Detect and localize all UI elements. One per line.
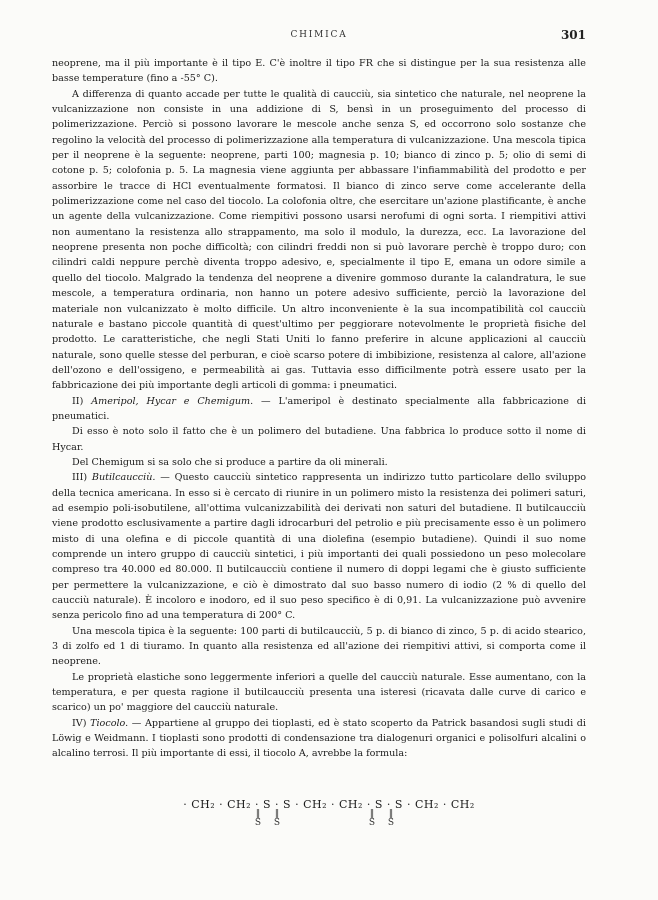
section-paragraph bbox=[52, 716, 586, 762]
double-bond-mark: ‖ bbox=[388, 809, 394, 819]
section-paragraph bbox=[52, 394, 586, 425]
page-header bbox=[52, 30, 586, 44]
paragraph: Una mescola tipica è la seguente: 100 parti di butilcaucciù, 5 p. di bianco di zinco, 5 p. di acido stearico, 3 di zolfo ed 1 di tiuramo. In quanto alla resistenza ed all'azione dei riempitivi attivi, si comporta come il neoprene. bbox=[52, 625, 586, 668]
chemical-formula bbox=[0, 798, 658, 838]
paragraph: A differenza di quanto accade per tutte le qualità di caucciù, sia sintetico che naturale, nel neoprene la vulcanizzazione non consiste in una addizione di S, bensì in un proseguimento del processo di polimerizzazione. Perciò si possono lavorare le mescole anche senza S, ed occorrono solo sostanze che regolino la velocità del processo di polimerizzazione alla temperatura di vulcanizzazione. Una mescola tipica per il neoprene è la seguente: neoprene, parti 100; magnesia p. 10; bianco di zinco p. 5; olio di semi di cotone p. 5; colofonia p. 5. La magnesia viene aggiunta per abbassare l'infiammabilità del prodotto e per assorbire le tracce di HCl eventualmente formatosi. Il bianco di zinco serve come accelerante della polimerizzazione come nel caso del tiocolo. La colofonia oltre, che esercitare un'azione plastificante, è anche un agente della vulcanizzazione. Come riempitivi possono usarsi nerofumi di ogni sorta. I riempitivi attivi non aumentano la resistenza allo strappamento, ma solo il modulo, la durezza, ecc. La lavorazione del neoprene presenta non poche difficoltà; con cilindri freddi non si può lavorare perchè è troppo duro; con cilindri caldi neppure perchè diventa troppo adesivo, e, specialmente il tipo E, emana un odore simile a quello del tiocolo. Malgrado la tendenza del neoprene a divenire gommoso durante la calandratura, le sue mescole, a temperatura ordinaria, non hanno un potere adesivo sufficiente, perciò la lavorazione del materiale non vulcanizzato è molto difficile. Un altro inconveniente è la sua incompatibilità col caucciù naturale e bastano piccole quantità di quest'ultimo per peggiorare notevolmente le proprietà fisiche del prodotto. Le caratteristiche, che negli Stati Uniti lo fanno preferire in alcune applicazioni al caucciù naturale, sono quelle stesse del perburan, e cioè scarso potere di imbibizione, resistenza al calore, all'azione dell'ozono e dell'ossigeno, e permeabilità ai gas. Tuttavia esso difficilmente potrà essere usato per la fabbricazione dei più importante degli articoli di gomma: i pneumatici. bbox=[52, 88, 586, 392]
paragraph: Le proprietà elastiche sono leggermente inferiori a quelle del caucciù naturale. Esse aumentano, con la temperatura, e per questa ragione il butilcaucciù presenta una isteresi (ricavata dalle curve di carico e scarico) un po' maggiore del caucciù naturale. bbox=[52, 671, 586, 714]
paragraph: Del Chemigum si sa solo che si produce a partire da oli minerali. bbox=[72, 456, 388, 468]
side-atom-label: S bbox=[254, 818, 262, 828]
section-text: — L'ameripol è destinato specialmente alla fabbricazione di pneumatici. bbox=[52, 395, 587, 422]
paragraph: Di esso è noto solo il fatto che è un polimero del butadiene. Una fabbrica lo produce sotto il nome di Hycar. bbox=[52, 426, 586, 453]
section-title: Tiocolo. bbox=[90, 717, 129, 729]
paragraph: neoprene, ma il più importante è il tipo E. C'è inoltre il tipo FR che si distingue per la sua resistenza alle basse temperature (fino a -55° C). bbox=[52, 58, 586, 85]
double-bond-mark: ‖ bbox=[255, 809, 261, 819]
formula-chain: · CH₂ · CH₂ · S · S · CH₂ · CH₂ · S · S · CH₂ · CH₂ bbox=[183, 798, 475, 811]
sulfur-side-atom bbox=[386, 810, 396, 828]
section-text: — Appartiene al gruppo dei tioplasti, ed è stato scoperto da Patrick basandosi sugli studi di Löwig e Weidmann. I tioplasti sono prodotti di condensazione tra dialogenuri organici e polisolfuri alcalini o alcalino terrosi. Il più importante di essi, il tiocolo A, avrebbe la formula: bbox=[52, 717, 586, 760]
section-number: IV) bbox=[72, 717, 91, 729]
body-text bbox=[52, 56, 586, 762]
sulfur-side-atom bbox=[272, 810, 282, 828]
section-text: — Questo caucciù sintetico rappresenta un indirizzo tutto particolare dello sviluppo della tecnica americana. In esso si è cercato di riunire in un polimero misto la resistenza dei polimeri saturi, ad esempio poli-isobutilene, all'ottima vulcanizzabilità dei derivati non saturi del butadiene. Il butilcaucciù viene prodotto esclusivamente a partire dagli idrocarburi del petrolio e più precisamente esso è un polimero misto di una olefina e di piccole quantità di una diolefina (esempio butadiene). Quindi il suo nome comprende un intero gruppo di caucciù sintetici, i più importanti dei quali possiedono un peso molecolare compreso tra 40.000 ed 80.000. Il butilcaucciù contiene il numero di doppi legami che è giusto sufficiente per permettere la vulcanizzazione, e ciò è dimostrato dal suo basso numero di iodio (2 % di quello del caucciù naturale). È incoloro e inodoro, ed il suo peso specifico è di 0,91. La vulcanizzazione può avvenire senza pericolo fino ad una temperatura di 200° C. bbox=[52, 472, 586, 622]
section-title: Butilcaucciù. bbox=[91, 472, 156, 484]
side-atom-label: S bbox=[273, 818, 281, 828]
section-title: Ameripol, Hycar e Chemigum. bbox=[91, 395, 254, 407]
side-atom-label: S bbox=[387, 818, 395, 828]
sulfur-side-atom bbox=[253, 810, 263, 828]
section-number: III) bbox=[72, 472, 92, 484]
page-number: 301 bbox=[560, 28, 586, 42]
double-bond-mark: ‖ bbox=[274, 809, 280, 819]
sulfur-side-atom bbox=[367, 810, 377, 828]
section-paragraph bbox=[52, 470, 586, 623]
double-bond-mark: ‖ bbox=[369, 809, 375, 819]
running-title: CHIMICA bbox=[290, 30, 348, 40]
section-number: II) bbox=[72, 395, 92, 407]
side-atom-label: S bbox=[368, 818, 376, 828]
